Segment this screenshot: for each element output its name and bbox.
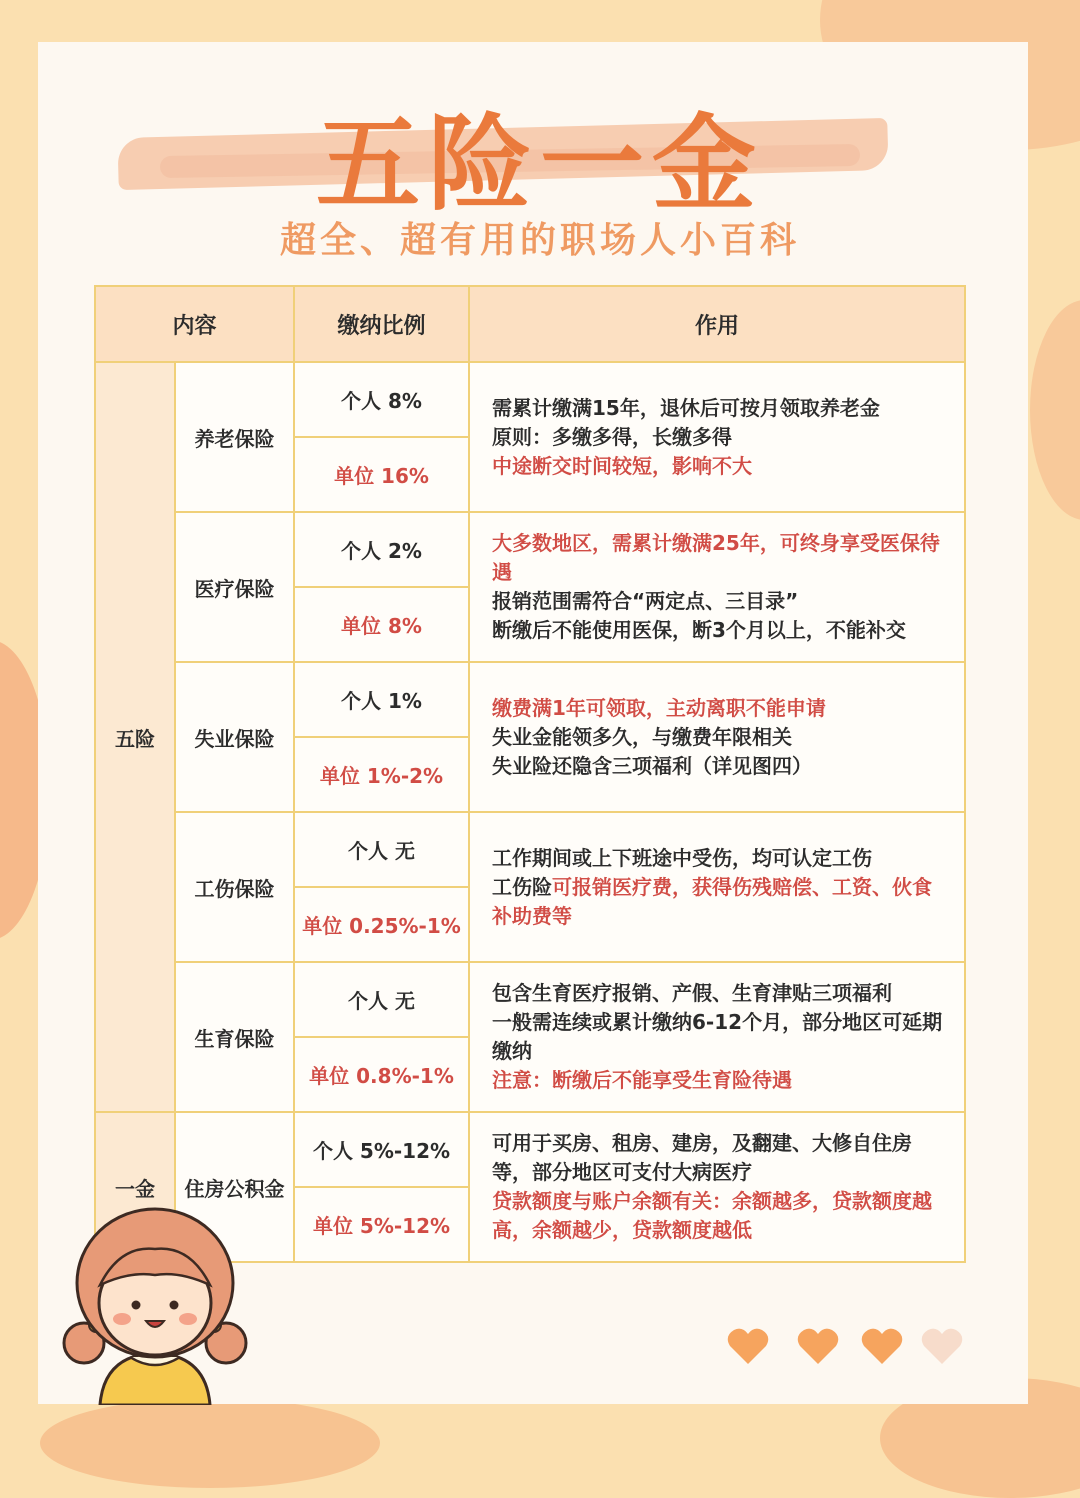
- desc-line-highlight: 缴费满1年可领取，主动离职不能申请: [492, 695, 826, 720]
- desc-line: 需累计缴满15年，退休后可按月领取养老金: [492, 395, 880, 420]
- decor-blob-bottom-left: [40, 1398, 380, 1488]
- item-description: [469, 662, 965, 812]
- desc-line: 可用于买房、租房、建房，及翻建、大修自住房等，部分地区可支付大病医疗: [492, 1131, 913, 1184]
- item-name: 医疗保险: [175, 512, 294, 662]
- desc-line-highlight: 注意：断缴后不能享受生育险待遇: [492, 1068, 793, 1092]
- item-description: [469, 512, 965, 662]
- rate-company: 单位 0.25%-1%: [294, 887, 469, 962]
- rate-personal: 个人 2%: [294, 512, 469, 587]
- rate-company: 单位 1%-2%: [294, 737, 469, 812]
- heart-shape: [862, 1329, 903, 1364]
- group-five-insurances: 五险: [95, 362, 175, 1112]
- header-effect: 作用: [469, 286, 965, 362]
- girl-illustration: [60, 1205, 250, 1405]
- item-name: 生育保险: [175, 962, 294, 1112]
- group-housing-fund: 一金: [95, 1112, 175, 1262]
- rate-company: 单位 16%: [294, 437, 469, 512]
- hearts-decoration: [726, 1326, 966, 1366]
- item-name: 工伤保险: [175, 812, 294, 962]
- desc-line: 报销范围需符合“两定点、三目录”: [492, 589, 799, 613]
- desc-line: 包含生育医疗报销、产假、生育津贴三项福利: [492, 981, 893, 1005]
- decor-blob-right: [1030, 300, 1080, 520]
- desc-line: 失业险还隐含三项福利（详见图四）: [492, 753, 813, 778]
- desc-line: 工作期间或上下班途中受伤，均可认定工伤: [492, 845, 873, 870]
- item-name: 住房公积金: [175, 1112, 294, 1262]
- heart-shape: [922, 1329, 963, 1364]
- desc-line-mixed: [492, 873, 946, 931]
- rate-personal: 个人 无: [294, 812, 469, 887]
- table-row: [95, 1112, 965, 1187]
- table-row: [95, 662, 965, 737]
- rate-company: 单位 8%: [294, 587, 469, 662]
- table-row: [95, 512, 965, 587]
- rate-company: 单位 5%-12%: [294, 1187, 469, 1262]
- page-subtitle: 超全、超有用的职场人小百科: [279, 220, 800, 261]
- desc-text-highlight: 可报销医疗费，获得伤残赔偿、工资、伙食补助费等: [492, 874, 933, 928]
- rate-personal: 个人 5%-12%: [294, 1112, 469, 1187]
- insurance-table: [94, 285, 966, 1263]
- heart-icon: [726, 1326, 770, 1366]
- heart-icon: [860, 1326, 904, 1366]
- desc-line: 失业金能领多久，与缴费年限相关: [492, 724, 793, 749]
- table-row: [95, 362, 965, 437]
- item-description: [469, 962, 965, 1112]
- header-rate: 缴纳比例: [294, 286, 469, 362]
- page-title: 五险一金: [315, 103, 764, 225]
- desc-line-highlight: 贷款额度与账户余额有关：余额越多，贷款额度越高，余额越少，贷款额度越低: [492, 1189, 933, 1242]
- desc-text: 工伤险: [492, 874, 553, 899]
- heart-icon: [920, 1326, 964, 1366]
- item-description: [469, 812, 965, 962]
- heart-icon: [796, 1326, 840, 1366]
- item-name: 养老保险: [175, 362, 294, 512]
- item-name: 失业保险: [175, 662, 294, 812]
- rate-personal: 个人 1%: [294, 662, 469, 737]
- rate-personal: 个人 8%: [294, 362, 469, 437]
- heart-shape: [728, 1329, 769, 1364]
- desc-line-highlight: 中途断交时间较短，影响不大: [492, 453, 753, 478]
- desc-line-highlight: 大多数地区，需累计缴满25年，可终身享受医保待遇: [492, 531, 940, 584]
- desc-line: 断缴后不能使用医保，断3个月以上，不能补交: [492, 618, 906, 642]
- item-description: [469, 1112, 965, 1262]
- desc-line: 一般需连续或累计缴纳6-12个月，部分地区可延期缴纳: [492, 1010, 943, 1063]
- header-content: 内容: [95, 286, 294, 362]
- desc-line: 原则：多缴多得，长缴多得: [492, 424, 733, 449]
- heart-shape: [798, 1329, 839, 1364]
- table-row: [95, 962, 965, 1037]
- rate-company: 单位 0.8%-1%: [294, 1037, 469, 1112]
- table-row: [95, 812, 965, 887]
- item-description: [469, 362, 965, 512]
- rate-personal: 个人 无: [294, 962, 469, 1037]
- table-header-row: [95, 286, 965, 362]
